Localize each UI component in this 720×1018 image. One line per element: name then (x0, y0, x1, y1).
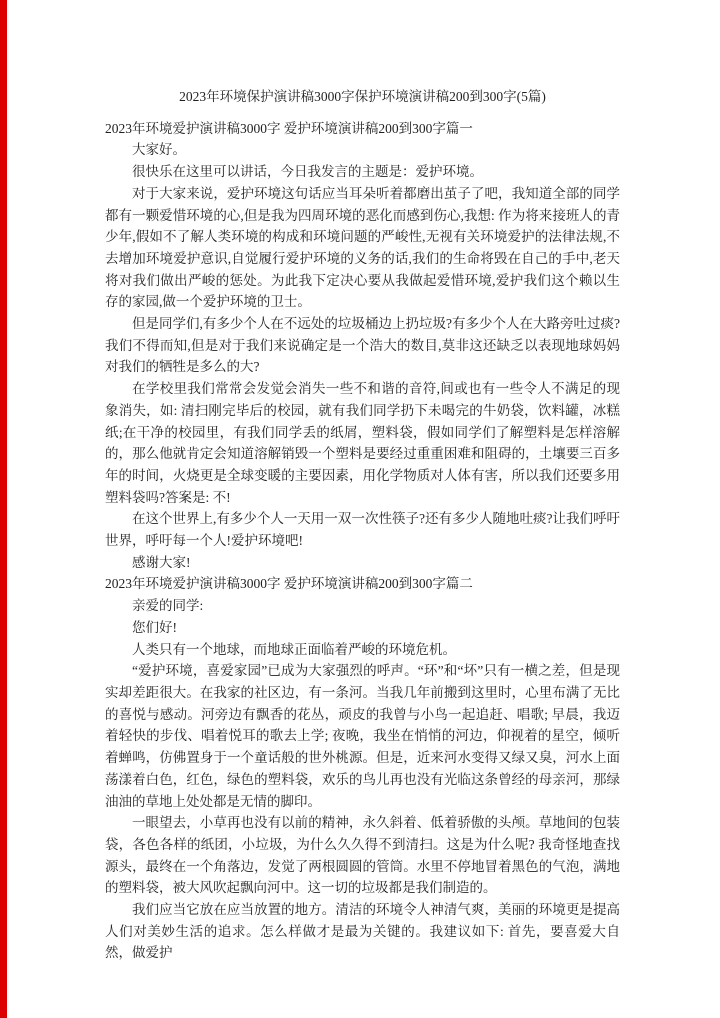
paragraph: 很快乐在这里可以讲话，今日我发言的主题是：爱护环境。 (132, 164, 483, 180)
document-title: 2023年环境保护演讲稿3000字保护环境演讲稿200到300字(5篇) (179, 89, 546, 104)
paragraph: 我们应当它放在应当放置的地方。清洁的环境令人神清气爽，美丽的环境更是提高人们对美妙生活的追求。怎么样做才是最为关键的。我建议如下: 首先，要喜爱大自然，做爱护 (105, 902, 620, 961)
paragraph: 亲爱的同学: (132, 598, 204, 614)
paragraph: 您们好! (132, 619, 177, 635)
section-heading: 2023年环境爱护演讲稿3000字 爱护环境演讲稿200到300字篇一 (105, 120, 473, 136)
paragraph: 人类只有一个地球，而地球正面临着严峻的环境危机。 (132, 641, 456, 657)
paragraph: 对于大家来说，爱护环境这句话应当耳朵听着都磨出茧子了吧，我知道全部的同学都有一颗爱惜环境的心,但是我为四周环境的恶化而感到伤心,我想: 作为将来接班人的青少年,假如不了解人类环境的构成和环境问题的严峻性,无视有关环境爱护的法律法规,不去增加环境爱护意识,自觉履行爱护环境的义务的话,我们的生命将毁在自己的手中,老天将对我们做出严峻的惩处。为此我下定决心要从我做起爱惜环境,爱护我们这个赖以生存的家园,做一个爱护环境的卫士。 (105, 185, 620, 310)
paragraph: “爱护环境，喜爱家园”已成为大家强烈的呼声。“环”和“坏”只有一横之差，但是现实却差距很大。在我家的社区边，有一条河。当我几年前搬到这里时，心里布满了无比的喜悦与感动。河旁边有飘香的花丛，顽皮的我曾与小鸟一起追赶、唱歌; 早晨，我迈着轻快的步伐、唱着悦耳的歌去上学; 夜晚，我坐在悄悄的河边，仰视着的星空，倾听着蝉鸣，仿佛置身于一个童话般的世外桃源。但是，近来河水变得又绿又臭，河水上面荡漾着白色，红色，绿色的塑料袋，欢乐的鸟儿再也没有光临这条曾经的母亲河，那绿油油的草地上处处都是无情的脚印。 (105, 663, 620, 809)
paragraph: 感谢大家! (132, 554, 191, 570)
paragraph: 在这个世界上,有多少个人一天用一双一次性筷子?还有多少人随地吐痰?让我们呼吁世界，呼吁每一个人!爱护环境吧! (105, 511, 620, 549)
paragraph: 一眼望去，小草再也没有以前的精神，永久斜着、低着骄傲的头颅。草地间的包装袋，各色各样的纸团，小垃圾，为什么久久得不到清扫。这是为什么呢? 我奇怪地查找源头，最终在一个角落边，发觉了两根圆圆的管筒。水里不停地冒着黑色的气泡，满地的塑料袋，被大风吹起飘向河中。这一切的垃圾都是我们制造的。 (105, 815, 620, 896)
left-accent-bar (0, 0, 7, 1018)
paragraph: 在学校里我们常常会发觉会消失一些不和谐的音符,间或也有一些令人不满足的现象消失，如: 清扫刚完毕后的校园，就有我们同学扔下未喝完的牛奶袋，饮料罐，冰糕纸;在干净的校园里，有我们同学丢的纸屑，塑料袋，假如同学们了解塑料是怎样溶解的，那么他就肯定会知道溶解销毁一个塑料是要经过重重困难和阻碍的，土壤要三百多年的时间，火烧更是全球变暖的主要因素，用化学物质对人体有害，所以我们还要多用塑料袋吗?答案是: 不! (105, 381, 620, 505)
document-content (105, 86, 620, 964)
paragraph: 大家好。 (132, 142, 186, 158)
section-heading: 2023年环境爱护演讲稿3000字 爱护环境演讲稿200到300字篇二 (105, 576, 473, 592)
sections-container (105, 118, 620, 964)
paragraph: 但是同学们,有多少个人在不远处的垃圾桶边上扔垃圾?有多少个人在大路旁吐过痰?我们不得而知,但是对于我们来说确定是一个浩大的数目,莫非这还缺乏以表现地球妈妈对我们的牺牲是多么的大? (105, 316, 620, 375)
